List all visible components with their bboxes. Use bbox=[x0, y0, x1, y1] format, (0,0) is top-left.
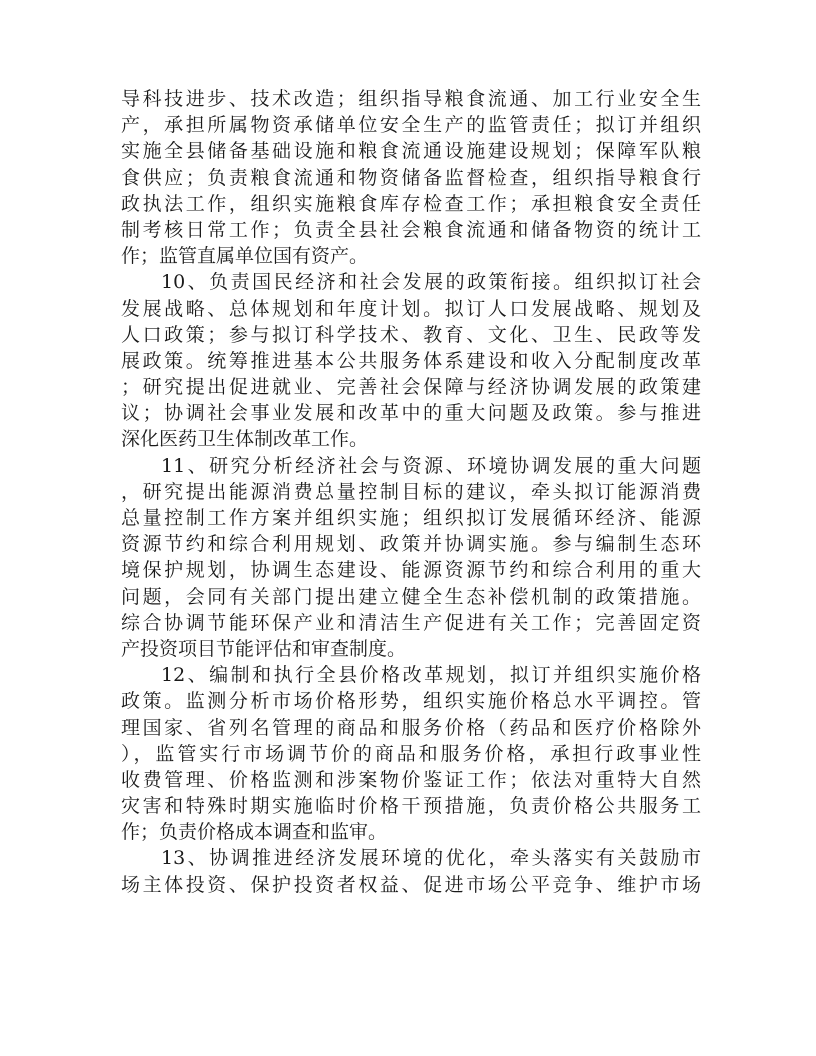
text-line: 展政策。统筹推进基本公共服务体系建设和收入分配制度改革 bbox=[121, 349, 701, 372]
text-line: 实施全县储备基础设施和粮食流通设施建设规划；保障军队粮 bbox=[121, 140, 701, 163]
text-line: 产投资项目节能评估和审查制度。 bbox=[121, 637, 407, 660]
text-line: 理国家、省列名管理的商品和服务价格（药品和医疗价格除外 bbox=[121, 716, 701, 739]
text-line: ，研究提出能源消费总量控制目标的建议，牵头拟订能源消费 bbox=[121, 480, 701, 503]
text-line: 作；监管直属单位国有资产。 bbox=[121, 245, 369, 268]
paragraph-first-line: 12、编制和执行全县价格改革规划，拟订并组织实施价格 bbox=[161, 664, 701, 687]
text-line: 总量控制工作方案并组织实施；组织拟订发展循环经济、能源 bbox=[121, 507, 701, 529]
text-line: 作；负责价格成本调查和监审。 bbox=[121, 821, 388, 844]
text-line: 场主体投资、保护投资者权益、促进市场公平竞争、维护市场 bbox=[121, 873, 701, 896]
text-line: 议；协调社会事业发展和改革中的重大问题及政策。参与推进 bbox=[121, 402, 701, 425]
paragraph-first-line: 13、协调推进经济发展环境的优化，牵头落实有关鼓励市 bbox=[161, 847, 701, 870]
text-line: 灾害和特殊时期实施临时价格干预措施，负责价格公共服务工 bbox=[121, 795, 701, 818]
text-line: 导科技进步、技术改造；组织指导粮食流通、加工行业安全生 bbox=[121, 88, 701, 110]
text-line: 问题，会同有关部门提出建立健全生态补偿机制的政策措施。 bbox=[121, 585, 701, 608]
paragraph-first-line: 10、负责国民经济和社会发展的政策衔接。组织拟订社会 bbox=[161, 271, 701, 294]
text-line: 收费管理、价格监测和涉案物价鉴证工作；依法对重特大自然 bbox=[121, 768, 701, 791]
text-line: 发展战略、总体规划和年度计划。拟订人口发展战略、规划及 bbox=[121, 297, 701, 320]
text-line: 资源节约和综合利用规划、政策并协调实施。参与编制生态环 bbox=[121, 533, 701, 556]
text-line: 人口政策；参与拟订科学技术、教育、文化、卫生、民政等发 bbox=[121, 323, 701, 346]
text-line: 产，承担所属物资承储单位安全生产的监管责任；拟订并组织 bbox=[121, 114, 701, 137]
paragraph-first-line: 11、研究分析经济社会与资源、环境协调发展的重大问题 bbox=[161, 454, 701, 477]
text-line: 境保护规划，协调生态建设、能源资源节约和综合利用的重大 bbox=[121, 559, 701, 582]
text-line: ），监管实行市场调节价的商品和服务价格，承担行政事业性 bbox=[121, 742, 701, 765]
text-line: ；研究提出促进就业、完善社会保障与经济协调发展的政策建 bbox=[121, 376, 701, 399]
text-line: 深化医药卫生体制改革工作。 bbox=[121, 428, 369, 451]
text-line: 综合协调节能环保产业和清洁生产促进有关工作；完善固定资 bbox=[121, 611, 701, 634]
text-line: 政策。监测分析市场价格形势，组织实施价格总水平调控。管 bbox=[121, 690, 701, 713]
body-text bbox=[121, 86, 701, 898]
text-line: 制考核日常工作；负责全县社会粮食流通和储备物资的统计工 bbox=[121, 218, 701, 241]
text-line: 政执法工作，组织实施粮食库存检查工作；承担粮食安全责任 bbox=[121, 192, 701, 215]
text-line: 食供应；负责粮食流通和物资储备监督检查，组织指导粮食行 bbox=[121, 166, 701, 189]
